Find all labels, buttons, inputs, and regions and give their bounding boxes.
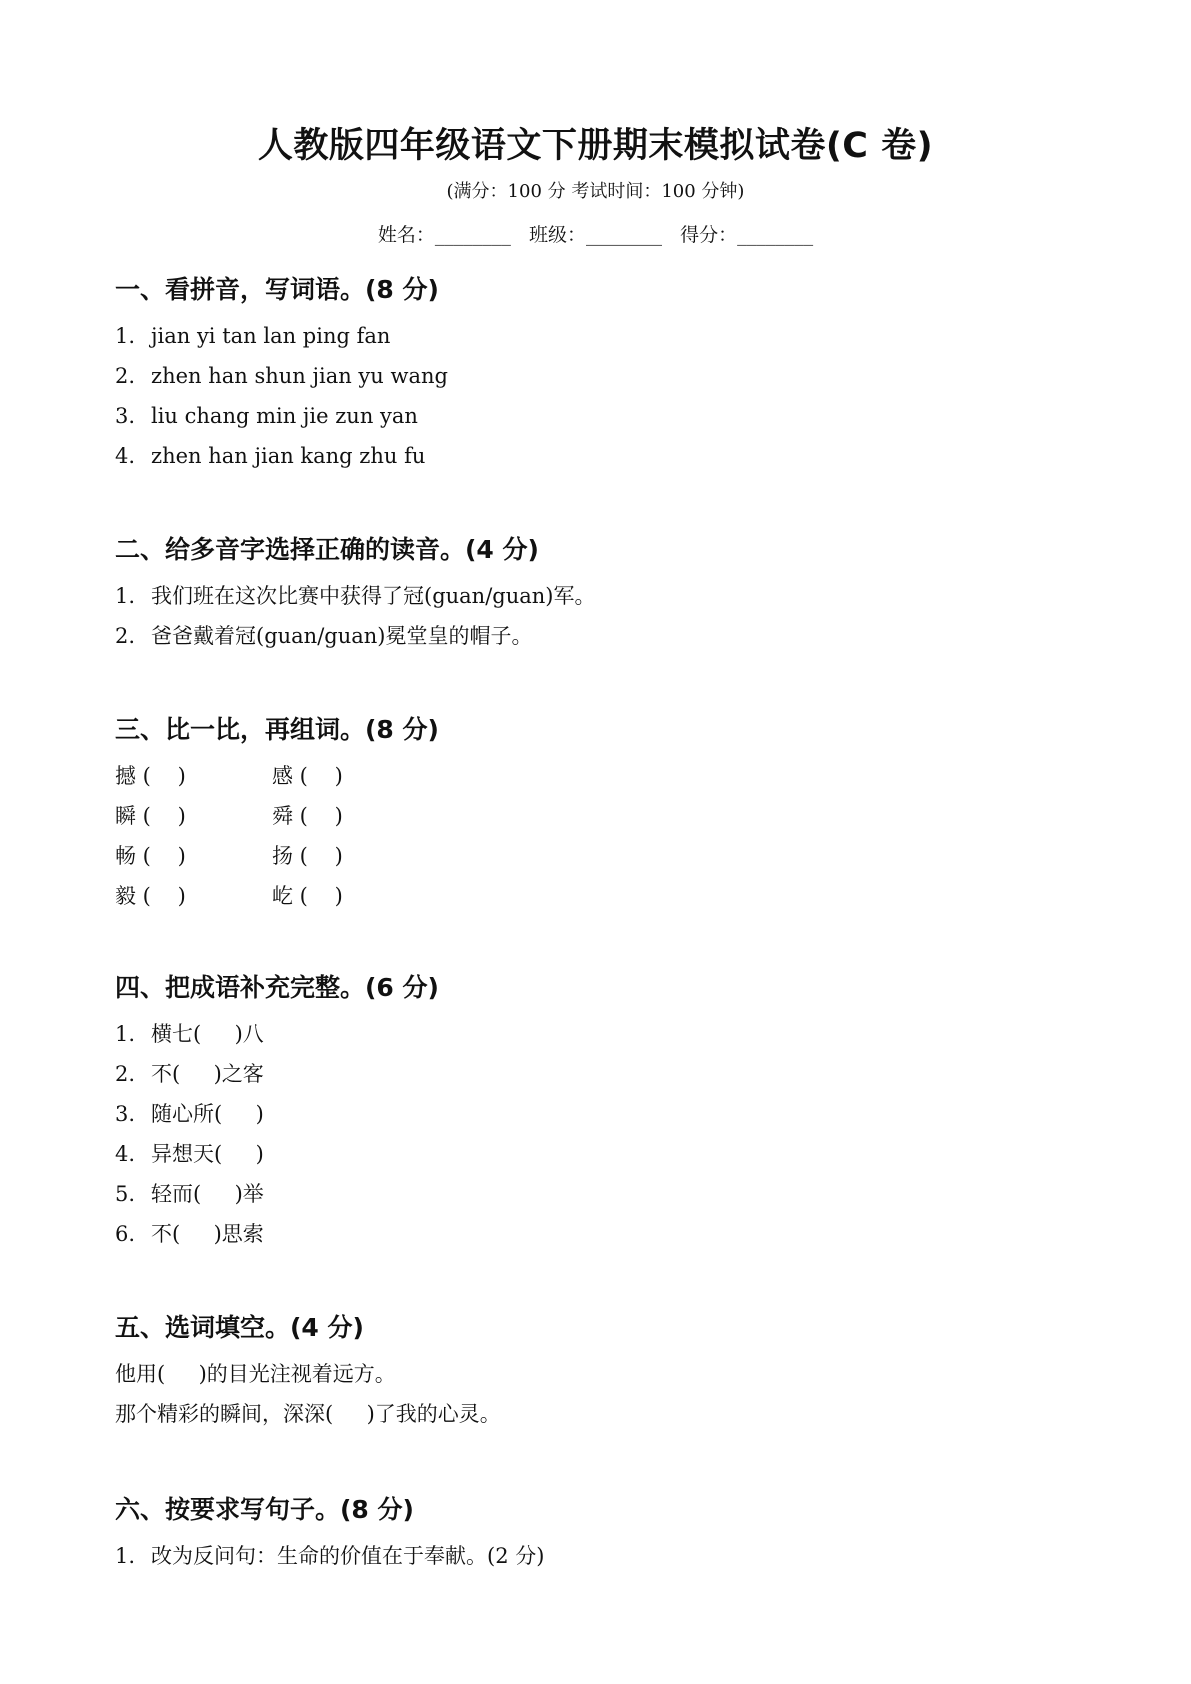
item-text: zhen han shun jian yu wang [151, 364, 448, 388]
item-text: 改为反问句：生命的价值在于奉献。(2 分) [151, 1544, 545, 1568]
item-number: 1. [115, 584, 136, 608]
item-number: 1. [115, 324, 136, 348]
item-number: 5. [115, 1182, 136, 1206]
word-pair-right: 屹 ( ) [272, 884, 343, 908]
item-text: 不( )思索 [151, 1222, 264, 1246]
item-text: zhen han jian kang zhu fu [151, 444, 426, 468]
item-text: 随心所( ) [151, 1102, 264, 1126]
word-pair-row [115, 876, 1095, 916]
section-pinyin [115, 272, 1095, 476]
section-sentences [115, 1492, 1095, 1576]
word-pair-right: 舜 ( ) [272, 804, 343, 828]
item-number: 3. [115, 404, 136, 428]
section-heading: 二、给多音字选择正确的读音。(4 分) [115, 535, 539, 564]
section-heading: 一、看拼音，写词语。(8 分) [115, 275, 439, 304]
item-number: 2. [115, 364, 136, 388]
exam-subtitle: (满分：100 分 考试时间：100 分钟) [446, 181, 745, 202]
item-number: 6. [115, 1222, 136, 1246]
list-item [115, 316, 1095, 356]
item-text: 不( )之客 [151, 1062, 264, 1086]
item-text: 轻而( )举 [151, 1182, 264, 1206]
item-number: 2. [115, 624, 136, 648]
item-number: 1. [115, 1544, 136, 1568]
word-pair-left: 瞬 ( ) [115, 804, 186, 828]
list-item [115, 616, 1095, 656]
item-number: 3. [115, 1102, 136, 1126]
exam-title: 人教版四年级语文下册期末模拟试卷(C 卷) [257, 126, 934, 166]
section-fill-words [115, 1310, 1095, 1434]
list-item [115, 576, 1095, 616]
list-item [115, 1094, 1095, 1134]
list-item [115, 1174, 1095, 1214]
sentence-line: 那个精彩的瞬间，深深( )了我的心灵。 [115, 1402, 501, 1426]
list-item [115, 1536, 1095, 1576]
list-item [115, 1214, 1095, 1254]
list-item [115, 1054, 1095, 1094]
section-polyphonic [115, 532, 1095, 656]
list-item [115, 396, 1095, 436]
list-item [115, 356, 1095, 396]
item-text: 爸爸戴着冠(guan/guan)冕堂皇的帽子。 [151, 624, 533, 648]
sentence-line: 他用( )的目光注视着远方。 [115, 1362, 396, 1386]
item-text: 横七( )八 [151, 1022, 264, 1046]
section-heading: 五、选词填空。(4 分) [115, 1313, 364, 1342]
word-pair-right: 感 ( ) [272, 764, 343, 788]
item-text: liu chang min jie zun yan [151, 404, 418, 428]
word-pair-right: 扬 ( ) [272, 844, 343, 868]
item-number: 4. [115, 444, 136, 468]
section-heading: 四、把成语补充完整。(6 分) [115, 973, 439, 1002]
item-text: jian yi tan lan ping fan [151, 324, 391, 348]
section-heading: 六、按要求写句子。(8 分) [115, 1495, 414, 1524]
item-text: 异想天( ) [151, 1142, 264, 1166]
list-item [115, 1014, 1095, 1054]
word-pair-left: 畅 ( ) [115, 844, 186, 868]
word-pair-left: 毅 ( ) [115, 884, 186, 908]
section-idioms [115, 970, 1095, 1254]
word-pair-row [115, 836, 1095, 876]
list-item [115, 436, 1095, 476]
word-pair-left: 撼 ( ) [115, 764, 186, 788]
item-text: 我们班在这次比赛中获得了冠(guan/guan)军。 [151, 584, 596, 608]
list-item [115, 1134, 1095, 1174]
item-number: 4. [115, 1142, 136, 1166]
word-pair-row [115, 796, 1095, 836]
section-heading: 三、比一比，再组词。(8 分) [115, 715, 439, 744]
student-info-line: 姓名：________ 班级：________ 得分：________ [377, 224, 814, 246]
item-number: 1. [115, 1022, 136, 1046]
section-compare-words [115, 712, 1095, 916]
word-pair-row [115, 756, 1095, 796]
item-number: 2. [115, 1062, 136, 1086]
